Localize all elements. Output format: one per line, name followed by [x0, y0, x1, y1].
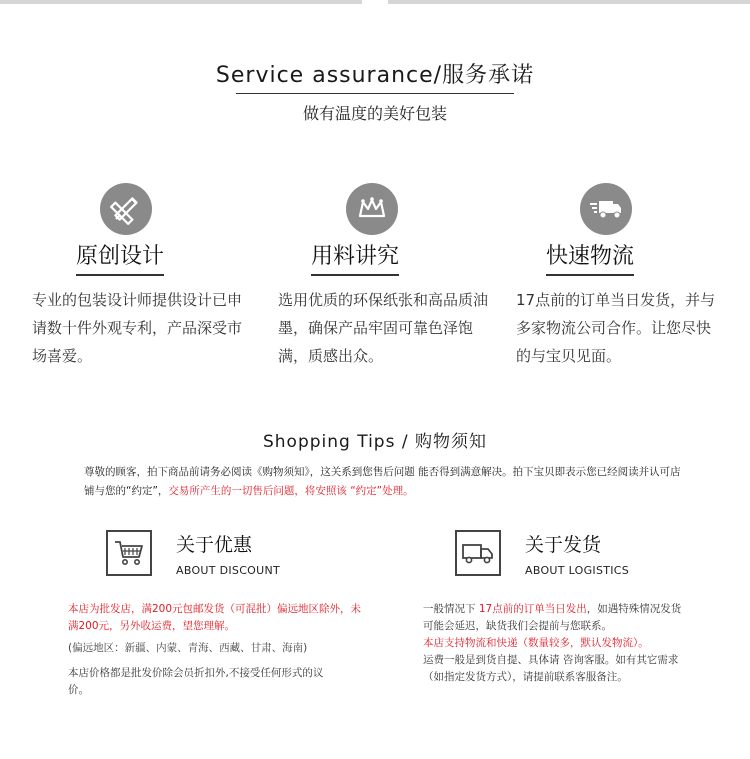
notice-text: 尊敬的顾客，拍下商品前请务必阅读《购物须知》，这关系到您售后问题 能否得到满意解决。拍下宝贝即表示您已经阅读并认可店铺与您的“约定”， [84, 466, 681, 497]
price-policy-text: 本店价格都是批发价除会员折扣外,不接受任何形式的议价。 [68, 667, 324, 696]
feature-desc: 17点前的订单当日发货，并与多家物流公司合作。让您尽快的与宝贝见面。 [516, 291, 716, 365]
section-title: Service assurance/服务承诺 [215, 63, 535, 88]
feature-desc: 选用优质的环保纸张和高品质油墨，确保产品牢固可靠色泽饱满，质感出众。 [278, 291, 489, 365]
fast-truck-icon [580, 183, 632, 235]
logistics-text-e: 运费一般是到货自提、具体请 咨询客服。如有其它需求（如指定发货方式），请提前联系客服备注。 [423, 654, 679, 683]
logistics-support-text: 本店支持物流和快递（数量较多，默认发物流）。 [423, 637, 649, 649]
crown-icon [346, 183, 398, 235]
shopping-cart-icon [106, 530, 152, 576]
feature-title: 用料讲究 [311, 239, 399, 276]
feature-title: 快速物流 [546, 239, 634, 276]
shopping-tips-title: Shopping Tips / 购物须知 [262, 432, 487, 452]
notice-red-text: 交易所产生的一切售后问题，将安照该 “约定”处理。 [168, 485, 414, 497]
feature-title: 原创设计 [76, 239, 164, 276]
truck-icon [455, 530, 501, 576]
section-subtitle: 做有温度的美好包装 [302, 104, 447, 123]
discount-subtitle: ABOUT DISCOUNT [176, 564, 281, 577]
top-divider-left [0, 0, 362, 4]
remote-areas-text: (偏远地区：新疆、内蒙、青海、西藏、甘肃、海南) [68, 642, 308, 654]
discount-title: 关于优惠 [176, 534, 253, 556]
logistics-subtitle: ABOUT LOGISTICS [525, 564, 630, 577]
top-divider-right [388, 0, 750, 4]
discount-red-text [68, 601, 368, 635]
title-underline [236, 93, 514, 94]
logistics-text-a: 一般情况下 [423, 603, 479, 615]
shopping-notice [84, 463, 684, 501]
logistics-cutoff-text: 17点前的订单当日发出 [478, 603, 587, 615]
logistics-text [423, 601, 688, 686]
logistics-text-c: ，如遇特殊情况发货可能会延迟，缺货我们会提前与您联系。 [423, 603, 682, 632]
free-shipping-text: 本店为批发店，满200元包邮发货（可混批）偏远地区除外，未满200元，另外收运费，望您理解。 [68, 603, 362, 632]
pencil-ruler-icon [100, 183, 152, 235]
logistics-title: 关于发货 [525, 534, 602, 556]
feature-desc: 专业的包装设计师提供设计已申请数十件外观专利，产品深受市场喜爱。 [32, 291, 243, 365]
